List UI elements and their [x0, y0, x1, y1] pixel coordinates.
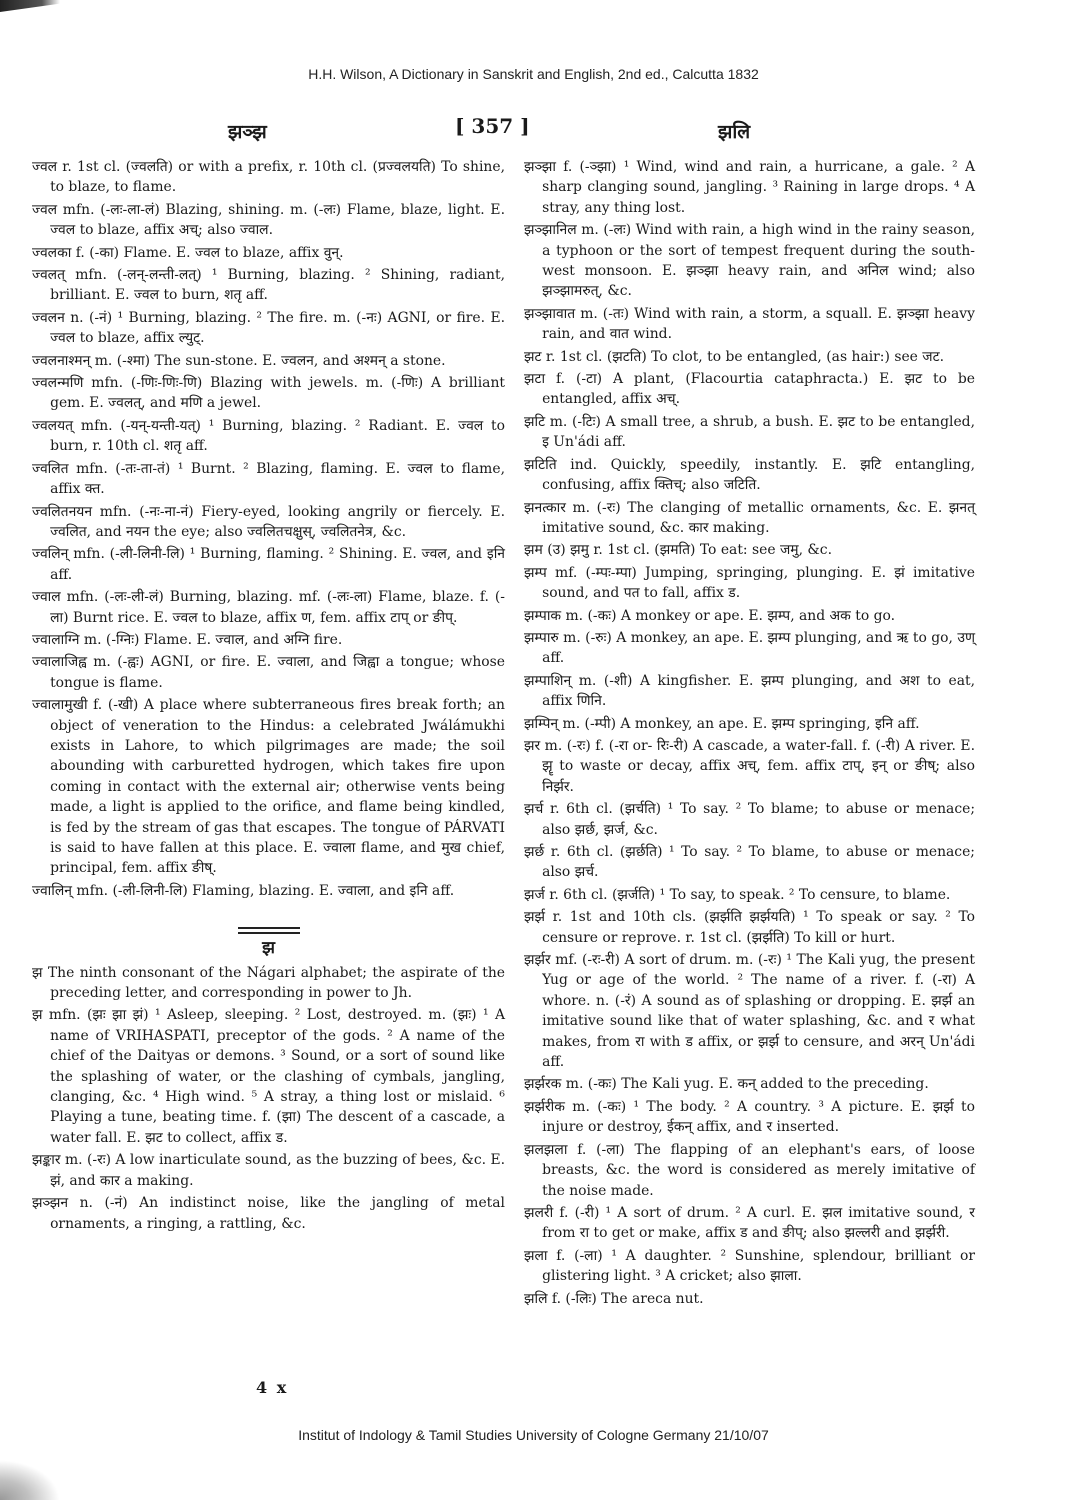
dictionary-entry: झञ्झावात m. (-तः) Wind with rain, a storm, a squall. E. झञ्झा heavy rain, and वात wind.	[524, 305, 975, 343]
dictionary-entry: ज्वल r. 1st cl. (ज्वलति) or with a prefix, r. 10th cl. (प्रज्वलयति) To shine, to blaze, to flame.	[32, 159, 505, 196]
dictionary-entry: ज्वालिन् mfn. (-ली-लिनी-लि) Flaming, blazing. E. ज्वाला, and इनि aff.	[32, 882, 455, 899]
dictionary-entry: झ The ninth consonant of the Nágari alphabet; the aspirate of the preceding letter, and corresponding in power to Jh.	[32, 964, 505, 1002]
running-head	[0, 114, 1067, 144]
dictionary-entry: झटि m. (-टिः) A small tree, a shrub, a bush. E. झट to be entangled, इ Un'ádi aff.	[524, 413, 975, 451]
dictionary-entry: झङ्कार m. (-रः) A low inarticulate sound, as the buzzing of bees, &c. E. झं, and कार a making.	[32, 1152, 505, 1189]
section-letter: झ	[262, 938, 275, 959]
dictionary-entry: झलि f. (-लिः) The areca nut.	[524, 1290, 704, 1307]
dictionary-entry: ज्वलनाश्मन् m. (-श्मा) The sun-stone. E. ज्वलन, and अश्मन् a stone.	[32, 352, 446, 369]
left-entry-list	[32, 157, 505, 901]
dictionary-entry: झटा f. (-टा) A plant, (Flacourtia cataphracta.) E. झट to be entangled, affix अच्.	[524, 371, 975, 408]
scan-edge-mark	[0, 0, 60, 12]
dictionary-entry: ज्वलत् mfn. (-लन्-लन्ती-लत्) ¹ Burning, blazing. ² Shining, radiant, brilliant. E. ज्वल to burn, शतृ aff.	[32, 267, 505, 304]
right-entry-list	[524, 157, 975, 1309]
running-head-right: झलि	[718, 121, 751, 143]
dictionary-entry: झञ्झन n. (-नं) An indistinct noise, like the jangling of metal ornaments, a ringing, a rattling, &c.	[32, 1195, 505, 1232]
signature-mark: 4 x	[256, 1378, 289, 1397]
section-entry-list	[32, 963, 505, 1234]
dictionary-entry: ज्वालामुखी f. (-खी) A place where subterraneous fires break forth; an object of veneration to the Hindus: a celebrated Jwálámukhi exists in Lahore, to which pilgrimages are made; the soil abounding with carburetted hydrogen, which takes fire upon coming in contact with the external air; otherwise vents being made, a light is applied to the orifice, and flame being kindled, is fed by the stream of gas that escapes. The tongue of PÁRVATI is said to have fallen at this place. E. ज्वाला flame, and मुख chief, principal, fem. affix ङीष्.	[32, 697, 505, 877]
scan-corner-smudge	[0, 1460, 60, 1500]
dictionary-entry: ज्वलन्मणि mfn. (-णिः-णिः-णि) Blazing with jewels. m. (-णिः) A brilliant gem. E. ज्वलत्, and मणि a jewel.	[32, 375, 505, 412]
dictionary-entry: झञ्झानिल m. (-लः) Wind with rain, a high wind in the rainy season, a typhoon or the sort of tempest frequent during the south-west monsoon. E. झञ्झा heavy rain, and अनिल wind; also झञ्झामरुत्, &c.	[524, 222, 975, 300]
dictionary-entry: झलरी f. (-री) ¹ A sort of drum. ² A curl. E. झल imitative sound, र from रा to get or make, affix ड and ङीप्; also झल्लरी and झर्झरी.	[524, 1204, 975, 1242]
dictionary-entry: झलझला f. (-ला) The flapping of an elephant's ears, of loose breasts, &c. the word is considered as merely imitative of the noise made.	[524, 1141, 975, 1199]
dictionary-entry: ज्वलितनयन mfn. (-नः-ना-नं) Fiery-eyed, looking angrily or fiercely. E. ज्वलित, and नयन the eye; also ज्वलितचक्षुस्, ज्वलितनेत्र, &c.	[32, 503, 505, 540]
dictionary-entry: ज्वल mfn. (-लः-ला-लं) Blazing, shining. m. (-लः) Flame, blaze, light. E. ज्वल to blaze, affix अच्; also ज्वाल.	[32, 201, 505, 239]
dictionary-entry: झट r. 1st cl. (झटति) To clot, to be entangled, (as hair:) see जट.	[524, 348, 945, 365]
dictionary-entry: झर m. (-रः) f. (-रा or- रिः-री) A cascade, a water-fall. f. (-री) A river. E. झॄ to waste or decay, affix अच्, fem. affix टाप्, इन् or ङीष्; also निर्झर.	[524, 737, 975, 795]
dictionary-entry: झञ्झा f. (-ञ्झा) ¹ Wind, wind and rain, a hurricane, a gale. ² A sharp clanging sound, jangling. ³ Raining in large drops. ⁴ A stray, any thing lost.	[524, 159, 975, 216]
dictionary-entry: झर्झर mf. (-रः-री) A sort of drum. m. (-रः) ¹ The Kali yug, the present Yug or age of the world. ² The name of a river. f. (-रा) A whore. n. (-रं) A sound as of splashing or dropping. E. झर्झ an imitative sound like that of water splashing, &c. and र what makes, from रा with ड affix, or झर्झ to censure, and अरन् Un'ádi aff.	[524, 952, 975, 1071]
section-divider	[238, 927, 300, 934]
dictionary-entry: झम्पाशिन् m. (-शी) A kingfisher. E. झम्प plunging, and अश to eat, affix णिनि.	[524, 672, 975, 710]
running-head-left: झञ्झ	[228, 121, 267, 143]
dictionary-entry: झम्पाक m. (-कः) A monkey or ape. E. झम्प, and अक to go.	[524, 607, 896, 624]
page-number: [ 357 ]	[455, 114, 530, 138]
dictionary-entry: ज्वाल mfn. (-लः-ली-लं) Burning, blazing. mf. (-लः-ला) Flame, blaze. f. (-ला) Burnt rice. E. ज्वल to blaze, affix ण, fem. affix टाप् or ङीप्.	[32, 589, 505, 626]
dictionary-entry: झर्च r. 6th cl. (झर्चति) ¹ To say. ² To blame; to abuse or menace; also झर्छ, झर्ज, &c.	[524, 801, 975, 838]
left-column	[32, 157, 505, 1236]
dictionary-entry: ज्वलित mfn. (-तः-ता-तं) ¹ Burnt. ² Blazing, flaming. E. ज्वल to flame, affix क्त.	[32, 460, 505, 498]
dictionary-entry: झर्झरक m. (-कः) The Kali yug. E. कन् added to the preceding.	[524, 1076, 929, 1093]
dictionary-entry: झम्पारु m. (-रुः) A monkey, an ape. E. झम्प plunging, and ऋ to go, उण् aff.	[524, 629, 975, 667]
dictionary-entry: झर्ज r. 6th cl. (झर्जति) ¹ To say, to speak. ² To censure, to blame.	[524, 886, 951, 903]
dictionary-entry: झनत्कार m. (-रः) The clanging of metallic ornaments, &c. E. झनत् imitative sound, &c. कार making.	[524, 499, 975, 536]
dictionary-entry: ज्वलका f. (-का) Flame. E. ज्वल to blaze, affix वुन्.	[32, 244, 344, 261]
dictionary-entry: झर्छ r. 6th cl. (झर्छति) ¹ To say. ² To blame, to abuse or menace; also झर्च.	[524, 844, 975, 881]
dictionary-entry: ज्वलन n. (-नं) ¹ Burning, blazing. ² The fire. m. (-नः) AGNI, or fire. E. ज्वल to blaze, affix ल्युट्.	[32, 309, 505, 347]
dictionary-entry: झर्झरीक m. (-कः) ¹ The body. ² A country. ³ A picture. E. झर्झ to injure or destroy, ईकन् affix, and र inserted.	[524, 1098, 975, 1136]
header-note: H.H. Wilson, A Dictionary in Sanskrit and English, 2nd ed., Calcutta 1832	[308, 66, 759, 82]
dictionary-entry: ज्वलयत् mfn. (-यन्-यन्ती-यत्) ¹ Burning, blazing. ² Radiant. E. ज्वल to burn, r. 10th cl. शतृ aff.	[32, 417, 505, 455]
dictionary-entry: ज्वलिन् mfn. (-ली-लिनी-लि) ¹ Burning, flaming. ² Shining. E. ज्वल, and इनि aff.	[32, 546, 505, 583]
dictionary-entry: झ mfn. (झः झा झं) ¹ Asleep, sleeping. ² Lost, destroyed. m. (झः) ¹ A name of VRIHASPATI, preceptor of the gods. ² A name of the chief of the Daityas or demons. ³ Sound, or a sort of sound like the splashing of water, or the clashing of cymbals, jangling, clanging, &c. ⁴ High wind. ⁵ A stray, a thing lost or mislaid. ⁶ Playing a tune, beating time. f. (झा) The descent of a cascade, a water fall. E. झट to collect, affix ड.	[32, 1007, 505, 1146]
dictionary-entry: झटिति ind. Quickly, speedily, instantly. E. झटि entangling, confusing, affix क्तिच्; also जटिति.	[524, 456, 975, 494]
dictionary-entry: ज्वालाजिह्व m. (-ह्वः) AGNI, or fire. E. ज्वाला, and जिह्वा a tongue; whose tongue is flame.	[32, 654, 505, 691]
dictionary-entry: झम्पिन् m. (-म्पी) A monkey, an ape. E. झम्प springing, इनि aff.	[524, 715, 920, 732]
right-column	[524, 157, 975, 1311]
dictionary-entry: झर्झ r. 1st and 10th cls. (झर्झति झर्झयति) ¹ To speak or say. ² To censure or reprove. r. 1st cl. (झर्झति) To kill or hurt.	[524, 909, 975, 946]
dictionary-entry: झम्प mf. (-म्पः-म्पा) Jumping, springing, plunging. E. झं imitative sound, and पत to fall, affix ड.	[524, 564, 975, 602]
dictionary-entry: झम (उ) झमु r. 1st cl. (झमति) To eat: see जमु, &c.	[524, 542, 832, 559]
footer-note: Institut of Indology & Tamil Studies University of Cologne Germany 21/10/07	[298, 1427, 769, 1443]
dictionary-entry: झला f. (-ला) ¹ A daughter. ² Sunshine, splendour, brilliant or glistering light. ³ A cricket; also झाला.	[524, 1247, 975, 1285]
dictionary-entry: ज्वालाग्नि m. (-ग्निः) Flame. E. ज्वाल, and अग्नि fire.	[32, 631, 343, 648]
